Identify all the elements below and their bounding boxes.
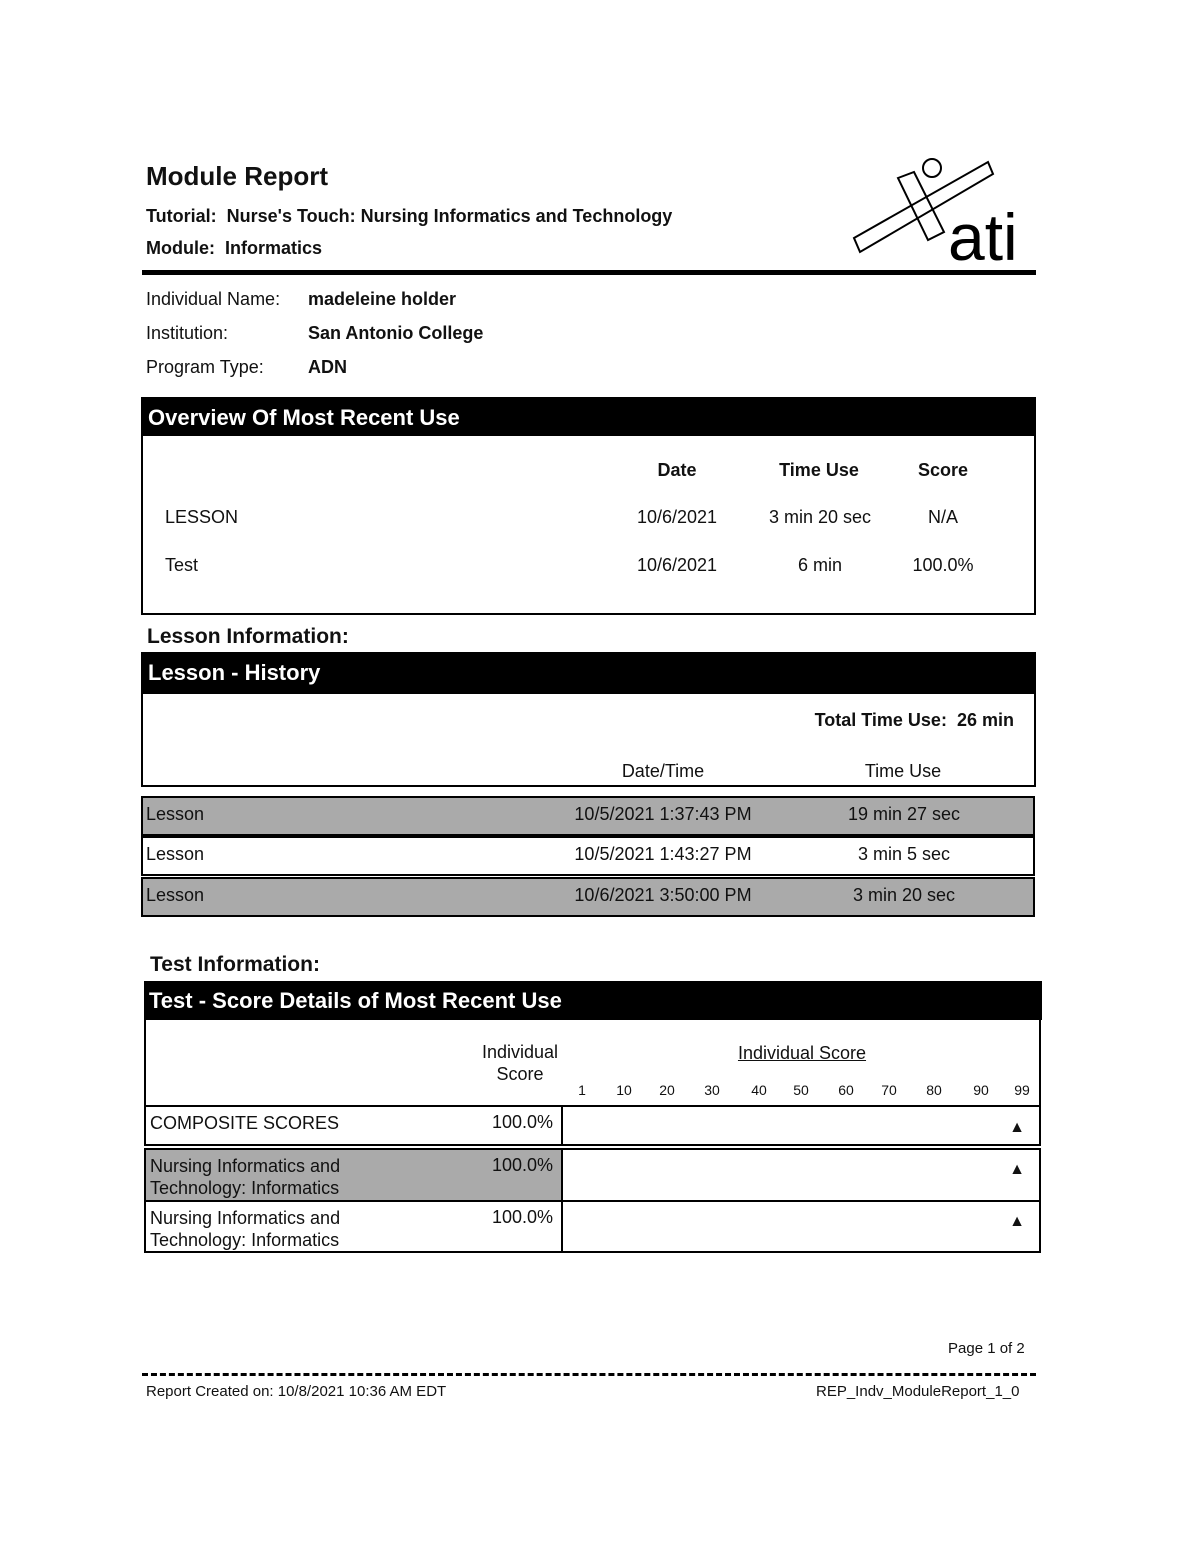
lesson-row-datetime: 10/6/2021 3:50:00 PM — [574, 885, 752, 905]
lesson-row-time: 19 min 27 sec — [847, 804, 961, 824]
module-label: Module: — [146, 238, 215, 258]
lesson-section-label: Lesson Information: — [147, 625, 349, 648]
overview-row-name: Test — [165, 555, 199, 575]
total-time-value: 26 min — [956, 710, 1014, 730]
overview-row-date: 10/6/2021 — [636, 555, 718, 575]
institution-label: Institution: — [146, 323, 229, 343]
lesson-row-datetime: 10/5/2021 1:37:43 PM — [574, 804, 752, 824]
test-header-left-border — [144, 1019, 146, 1109]
report-id: REP_Indv_ModuleReport_1_0 — [816, 1383, 1020, 1400]
overview-row-time: 6 min — [797, 555, 842, 575]
test-section-label: Test Information: — [150, 953, 320, 976]
program-type-label: Program Type: — [146, 357, 264, 377]
overview-row-score: N/A — [927, 507, 958, 527]
scale-tick: 20 — [659, 1082, 675, 1098]
score-marker-icon: ▲ — [1009, 1213, 1025, 1230]
lesson-row — [141, 796, 1035, 836]
test-score-row-score: 100.0% — [491, 1155, 553, 1175]
page-number: Page 1 of 2 — [948, 1340, 1025, 1357]
report-created: Report Created on: 10/8/2021 10:36 AM EDT — [146, 1383, 447, 1400]
score-marker-icon: ▲ — [1009, 1161, 1025, 1178]
ati-logo — [848, 150, 1040, 268]
tutorial-label: Tutorial: — [146, 206, 217, 226]
lesson-row-time: 3 min 5 sec — [857, 844, 951, 864]
lesson-row-name: Lesson — [146, 804, 205, 824]
module-value: Informatics — [225, 238, 323, 258]
individual-name-value: madeleine holder — [308, 289, 457, 309]
overview-row-score: 100.0% — [912, 555, 974, 575]
lesson-row-name: Lesson — [146, 885, 205, 905]
scale-tick: 1 — [578, 1082, 586, 1098]
program-type-value: ADN — [308, 357, 347, 377]
tutorial-line — [146, 206, 672, 227]
total-time-use — [815, 710, 1014, 731]
overview-title: Overview Of Most Recent Use — [143, 399, 1034, 436]
individual-name-row — [146, 289, 456, 310]
test-score-title: Test - Score Details of Most Recent Use — [144, 981, 1042, 1020]
overview-row-name: LESSON — [165, 507, 239, 527]
lesson-row-datetime: 10/5/2021 1:43:27 PM — [574, 844, 752, 864]
lesson-row-time: 3 min 20 sec — [852, 885, 956, 905]
overview-col-score: Score — [917, 460, 969, 480]
test-header-right-border — [1039, 1019, 1041, 1109]
scale-tick: 10 — [616, 1082, 632, 1098]
lesson-history-section — [141, 652, 1036, 787]
test-score-row-left — [146, 1202, 563, 1251]
scale-tick: 80 — [926, 1082, 942, 1098]
lesson-history-title: Lesson - History — [143, 654, 1034, 694]
page-title: Module Report — [146, 161, 328, 191]
test-score-row — [144, 1105, 1041, 1146]
test-score-row-name: COMPOSITE SCORES — [150, 1113, 340, 1133]
score-marker-icon: ▲ — [1009, 1119, 1025, 1136]
individual-score-header-line2: Score — [496, 1064, 544, 1084]
overview-col-date: Date — [657, 460, 697, 480]
test-score-row-name: Nursing Informatics and Technology: Informatics — [150, 1156, 341, 1198]
lesson-col-time: Time Use — [864, 761, 942, 781]
institution-value: San Antonio College — [308, 323, 484, 343]
test-score-row-score: 100.0% — [491, 1207, 553, 1227]
lesson-row-name: Lesson — [146, 844, 205, 864]
individual-score-scale-label: Individual Score — [737, 1043, 867, 1063]
overview-row-date: 10/6/2021 — [636, 507, 718, 527]
footer-divider — [142, 1373, 1036, 1376]
scale-tick: 40 — [751, 1082, 767, 1098]
scale-tick: 30 — [704, 1082, 720, 1098]
test-score-row — [144, 1200, 1041, 1253]
header-rule — [142, 270, 1036, 275]
lesson-row — [141, 836, 1035, 876]
individual-name-label: Individual Name: — [146, 289, 281, 309]
program-type-row — [146, 357, 347, 378]
lesson-col-datetime: Date/Time — [621, 761, 705, 781]
logo-text: ati — [948, 200, 1018, 268]
total-time-label: Total Time Use: — [814, 710, 947, 730]
scale-tick: 60 — [838, 1082, 854, 1098]
overview-section — [141, 397, 1036, 615]
test-score-row-left — [146, 1107, 563, 1144]
scale-tick: 70 — [881, 1082, 897, 1098]
tutorial-value: Nurse's Touch: Nursing Informatics and Technology — [226, 206, 673, 226]
test-score-row-name: Nursing Informatics and Technology: Informatics — [150, 1208, 341, 1250]
institution-row — [146, 323, 483, 344]
scale-tick: 50 — [793, 1082, 809, 1098]
scale-tick: 90 — [973, 1082, 989, 1098]
scale-tick: 99 — [1014, 1082, 1030, 1098]
module-line — [146, 238, 322, 259]
overview-col-time: Time Use — [779, 460, 859, 480]
test-score-row-left — [146, 1150, 563, 1200]
individual-score-header-line1: Individual — [481, 1042, 559, 1062]
test-score-row-score: 100.0% — [491, 1112, 553, 1132]
individual-score-column-header — [460, 1041, 580, 1085]
test-score-row — [144, 1148, 1041, 1202]
lesson-row — [141, 877, 1035, 917]
overview-row-time: 3 min 20 sec — [768, 507, 872, 527]
